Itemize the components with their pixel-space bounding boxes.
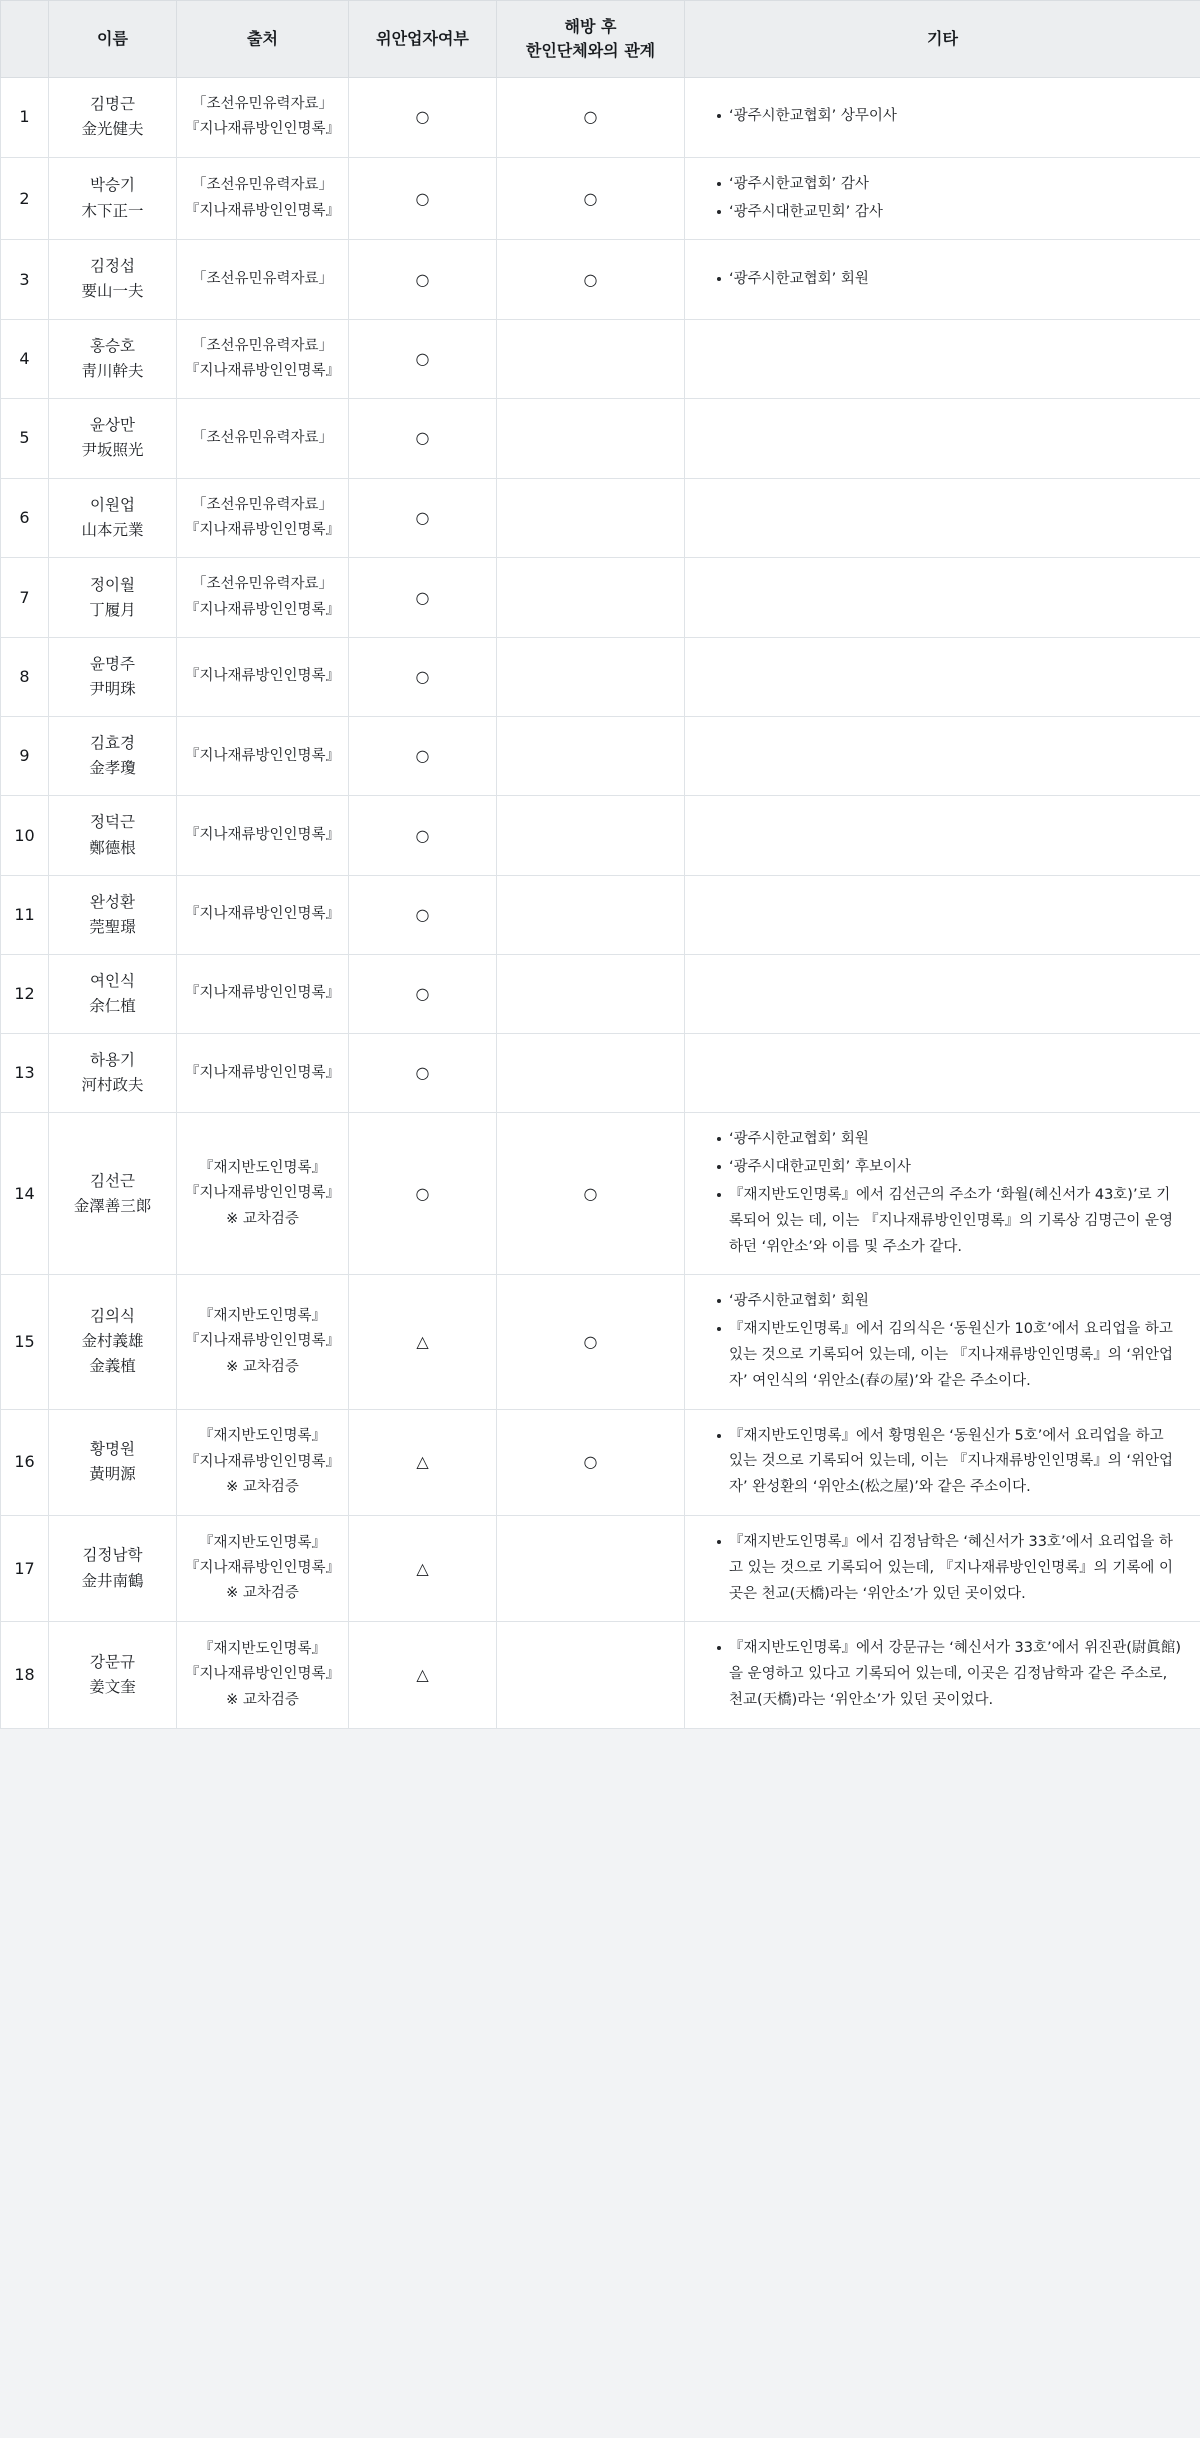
comfort-operator-mark: ○	[349, 319, 497, 399]
notes-list	[701, 1530, 1182, 1607]
source-cell	[177, 1409, 349, 1515]
comfort-operator-mark: ○	[349, 558, 497, 638]
table-row	[1, 875, 1200, 954]
source-line: 「조선유민유력자료」	[191, 429, 334, 446]
person-name	[49, 796, 177, 875]
person-name-hanja: 黃明源	[89, 1465, 136, 1484]
note-item: ‘광주시한교협회’ 회원	[717, 1289, 1182, 1315]
relation-mark	[497, 796, 685, 875]
person-name-hanja: 金義植	[89, 1357, 136, 1376]
person-name-korean: 박승기	[90, 176, 135, 195]
source-cell	[177, 1113, 349, 1275]
source-cell	[177, 638, 349, 717]
person-name-hanja: 尹明珠	[89, 680, 136, 699]
source-line: 『지나재류방인인명록』	[185, 1185, 341, 1202]
person-name	[49, 954, 177, 1033]
source-line: 「조선유민유력자료」	[191, 177, 334, 194]
source-line: 『지나재류방인인명록』	[185, 1064, 341, 1081]
source-line: 『지나재류방인인명록』	[185, 1453, 341, 1470]
row-number: 10	[1, 796, 49, 875]
source-cell	[177, 1622, 349, 1728]
person-name-hanja: 金孝瓊	[89, 759, 136, 778]
source-line: 『지나재류방인인명록』	[185, 1333, 341, 1350]
relation-mark: ○	[497, 240, 685, 319]
person-name-korean: 완성환	[90, 892, 135, 911]
row-number: 3	[1, 240, 49, 319]
person-name-korean: 황명원	[90, 1440, 135, 1459]
row-number: 15	[1, 1275, 49, 1409]
header-number	[1, 1, 49, 78]
source-line: 『재지반도인명록』	[198, 1159, 327, 1176]
comfort-operator-mark: ○	[349, 399, 497, 478]
source-cell	[177, 1034, 349, 1113]
person-name-hanja: 鄭德根	[89, 838, 136, 857]
row-number: 4	[1, 319, 49, 399]
person-name	[49, 638, 177, 717]
source-line: 『재지반도인명록』	[198, 1640, 327, 1657]
note-item: ‘광주시한교협회’ 감사	[717, 172, 1182, 198]
comfort-operator-mark: △	[349, 1409, 497, 1515]
row-number: 1	[1, 78, 49, 158]
notes-list	[701, 267, 1182, 293]
notes-cell	[685, 638, 1200, 717]
note-item: ‘광주시대한교민회’ 감사	[717, 200, 1182, 226]
source-cell	[177, 1515, 349, 1621]
source-cell	[177, 478, 349, 558]
row-number: 9	[1, 717, 49, 796]
person-name-korean: 김의식	[90, 1307, 135, 1326]
relation-mark	[497, 638, 685, 717]
source-cell	[177, 558, 349, 638]
table-row	[1, 717, 1200, 796]
person-name	[49, 399, 177, 478]
row-number: 17	[1, 1515, 49, 1621]
person-name-korean: 홍승호	[90, 336, 135, 355]
comfort-operator-mark: ○	[349, 240, 497, 319]
source-line: 『지나재류방인인명록』	[185, 362, 341, 379]
person-name-hanja: 莞聖璟	[89, 917, 136, 936]
source-cell	[177, 954, 349, 1033]
person-name-hanja: 木下正一	[81, 201, 144, 220]
header-relation	[497, 1, 685, 78]
note-item: 『재지반도인명록』에서 황명원은 ‘동원신가 5호’에서 요리업을 하고 있는 것으로 기록되어 있는데, 이는 『지나재류방인인명록』의 ‘위안업자’ 완성환의 ‘위안소(松之屋)’와 같은 주소이다.	[717, 1424, 1182, 1501]
person-name-korean: 강문규	[90, 1652, 135, 1671]
source-cell	[177, 875, 349, 954]
source-line: 『재지반도인명록』	[198, 1428, 327, 1445]
source-cell	[177, 78, 349, 158]
row-number: 6	[1, 478, 49, 558]
table-row	[1, 157, 1200, 240]
relation-mark: ○	[497, 78, 685, 158]
table-row	[1, 1275, 1200, 1409]
relation-mark	[497, 875, 685, 954]
notes-cell	[685, 558, 1200, 638]
person-name	[49, 1034, 177, 1113]
relation-mark	[497, 717, 685, 796]
person-name-korean: 이원업	[90, 495, 135, 514]
person-name-korean: 여인식	[90, 971, 135, 990]
source-line: 『지나재류방인인명록』	[185, 747, 341, 764]
comfort-operator-mark: ○	[349, 1034, 497, 1113]
source-line: ※ 교차검증	[226, 1478, 299, 1495]
person-name	[49, 1515, 177, 1621]
notes-cell	[685, 1034, 1200, 1113]
notes-cell	[685, 1409, 1200, 1515]
relation-mark	[497, 1515, 685, 1621]
notes-list	[701, 172, 1182, 226]
relation-mark: ○	[497, 1113, 685, 1275]
person-name	[49, 319, 177, 399]
notes-cell	[685, 240, 1200, 319]
person-name	[49, 78, 177, 158]
header-name: 이름	[49, 1, 177, 78]
person-name	[49, 875, 177, 954]
row-number: 5	[1, 399, 49, 478]
header-comfort-operator: 위안업자여부	[349, 1, 497, 78]
person-name	[49, 1275, 177, 1409]
comfort-operator-mark: ○	[349, 157, 497, 240]
row-number: 7	[1, 558, 49, 638]
source-line: 『지나재류방인인명록』	[185, 985, 341, 1002]
notes-cell	[685, 796, 1200, 875]
notes-cell	[685, 478, 1200, 558]
note-item: ‘광주시한교협회’ 회원	[717, 1127, 1182, 1153]
relation-mark: ○	[497, 157, 685, 240]
row-number: 11	[1, 875, 49, 954]
relation-mark	[497, 954, 685, 1033]
notes-list	[701, 1289, 1182, 1394]
table-row	[1, 1622, 1200, 1728]
table-row	[1, 399, 1200, 478]
relation-mark	[497, 558, 685, 638]
person-name-hanja: 余仁植	[89, 997, 136, 1016]
header-relation-line1: 해방 후	[564, 17, 617, 36]
table-row	[1, 478, 1200, 558]
source-line: 「조선유민유력자료」	[191, 337, 334, 354]
source-line: 『지나재류방인인명록』	[185, 1666, 341, 1683]
header-notes: 기타	[685, 1, 1200, 78]
person-name-korean: 정덕근	[90, 813, 135, 832]
table-row	[1, 954, 1200, 1033]
source-line: 「조선유민유력자료」	[191, 576, 334, 593]
person-name-hanja: 金光健夫	[81, 120, 144, 139]
notes-list	[701, 1127, 1182, 1260]
person-name	[49, 1113, 177, 1275]
comfort-operator-mark: ○	[349, 875, 497, 954]
person-name-korean: 김효경	[90, 734, 135, 753]
table-row	[1, 1113, 1200, 1275]
person-name-hanja: 尹坂照光	[81, 441, 144, 460]
note-item: ‘광주시대한교민회’ 후보이사	[717, 1155, 1182, 1181]
relation-mark: ○	[497, 1275, 685, 1409]
person-name-korean: 하용기	[90, 1051, 135, 1070]
comfort-operator-mark: △	[349, 1515, 497, 1621]
header-relation-line2: 한인단체와의 관계	[525, 41, 656, 60]
person-name-korean: 김명근	[90, 95, 135, 114]
source-line: 『지나재류방인인명록』	[185, 1559, 341, 1576]
person-name-hanja: 河村政夫	[81, 1076, 144, 1095]
notes-cell	[685, 717, 1200, 796]
source-line: 「조선유민유력자료」	[191, 96, 334, 112]
notes-cell	[685, 1515, 1200, 1621]
person-name	[49, 240, 177, 319]
row-number: 18	[1, 1622, 49, 1728]
table-row	[1, 1409, 1200, 1515]
person-name	[49, 558, 177, 638]
person-name	[49, 157, 177, 240]
person-name-korean: 김정섭	[90, 257, 135, 276]
note-item: 『재지반도인명록』에서 김선근의 주소가 ‘화월(혜신서가 43호)’로 기록되어 있는 데, 이는 『지나재류방인인명록』의 기록상 김명근이 운영하던 ‘위안소’와 이름 및 주소가 같다.	[717, 1183, 1182, 1260]
comfort-operator-mark: ○	[349, 638, 497, 717]
row-number: 14	[1, 1113, 49, 1275]
table-row	[1, 1515, 1200, 1621]
table-row	[1, 319, 1200, 399]
source-line: 『지나재류방인인명록』	[185, 826, 341, 843]
person-name	[49, 478, 177, 558]
source-line: ※ 교차검증	[226, 1691, 299, 1708]
row-number: 13	[1, 1034, 49, 1113]
note-item: 『재지반도인명록』에서 김정남학은 ‘혜신서가 33호’에서 요리업을 하고 있는 것으로 기록되어 있는데, 『지나재류방인인명록』의 기록에 이곳은 천교(天橋)라는 ‘위안소’가 있던 곳이었다.	[717, 1530, 1182, 1607]
source-line: ※ 교차검증	[226, 1358, 299, 1375]
relation-mark	[497, 319, 685, 399]
table-header	[1, 1, 1200, 78]
notes-list	[701, 1636, 1182, 1713]
comfort-operator-mark: △	[349, 1275, 497, 1409]
source-line: ※ 교차검증	[226, 1210, 299, 1227]
source-line: 『재지반도인명록』	[198, 1307, 327, 1324]
notes-cell	[685, 1622, 1200, 1728]
person-name-hanja: 山本元業	[81, 520, 144, 539]
relation-mark	[497, 1034, 685, 1113]
notes-cell	[685, 1275, 1200, 1409]
notes-cell	[685, 319, 1200, 399]
table-row	[1, 78, 1200, 158]
row-number: 12	[1, 954, 49, 1033]
table-row	[1, 796, 1200, 875]
comfort-operator-mark: △	[349, 1622, 497, 1728]
table-body	[1, 78, 1200, 1729]
source-line: 「조선유민유력자료」	[191, 496, 334, 513]
note-item: 『재지반도인명록』에서 강문규는 ‘혜신서가 33호’에서 위진관(尉眞館)을 운영하고 있다고 기록되어 있는데, 이곳은 김정남학과 같은 주소로, 천교(天橋)라는 ‘위안소’가 있던 곳이었다.	[717, 1636, 1182, 1713]
table-row	[1, 638, 1200, 717]
notes-cell	[685, 157, 1200, 240]
relation-mark: ○	[497, 1409, 685, 1515]
person-name-korean: 윤상만	[90, 416, 135, 435]
table-row	[1, 1034, 1200, 1113]
source-line: 『지나재류방인인명록』	[185, 906, 341, 923]
note-item: ‘광주시한교협회’ 상무이사	[717, 104, 1182, 130]
person-name-hanja: 金井南鶴	[81, 1571, 144, 1590]
notes-cell	[685, 875, 1200, 954]
source-line: 『지나재류방인인명록』	[185, 601, 341, 618]
comfort-operator-mark: ○	[349, 954, 497, 1033]
note-item: ‘광주시한교협회’ 회원	[717, 267, 1182, 293]
header-row	[1, 1, 1200, 78]
row-number: 16	[1, 1409, 49, 1515]
person-name-korean: 정이월	[90, 575, 135, 594]
relation-mark	[497, 478, 685, 558]
source-line: 『재지반도인명록』	[198, 1534, 327, 1551]
person-name-korean: 김정남학	[82, 1546, 143, 1565]
notes-cell	[685, 399, 1200, 478]
row-number: 2	[1, 157, 49, 240]
person-name-hanja: 靑川幹夫	[81, 361, 144, 380]
comfort-operator-mark: ○	[349, 1113, 497, 1275]
notes-list	[701, 1424, 1182, 1501]
person-name-hanja: 丁履月	[89, 600, 136, 619]
comfort-operator-mark: ○	[349, 78, 497, 158]
notes-cell	[685, 954, 1200, 1033]
person-name-hanja: 姜文奎	[89, 1677, 136, 1696]
person-name-hanja: 金澤善三郞	[73, 1196, 152, 1215]
source-cell	[177, 717, 349, 796]
person-name-korean: 김선근	[90, 1171, 135, 1190]
source-line: 「조선유민유력자료」	[191, 270, 334, 287]
person-name-hanja: 金村義雄	[81, 1332, 144, 1351]
table-row	[1, 558, 1200, 638]
source-cell	[177, 157, 349, 240]
person-name	[49, 1622, 177, 1728]
notes-list	[701, 104, 1182, 130]
source-line: 『지나재류방인인명록』	[185, 121, 341, 138]
comfort-operator-mark: ○	[349, 478, 497, 558]
person-name	[49, 1409, 177, 1515]
header-source: 출처	[177, 1, 349, 78]
notes-cell	[685, 1113, 1200, 1275]
row-number: 8	[1, 638, 49, 717]
comfort-operator-mark: ○	[349, 717, 497, 796]
comfort-operator-mark: ○	[349, 796, 497, 875]
source-cell	[177, 319, 349, 399]
source-line: ※ 교차검증	[226, 1585, 299, 1602]
person-name-korean: 윤명주	[90, 655, 135, 674]
notes-cell	[685, 78, 1200, 158]
relation-mark	[497, 1622, 685, 1728]
relation-mark	[497, 399, 685, 478]
source-line: 『지나재류방인인명록』	[185, 521, 341, 538]
source-cell	[177, 399, 349, 478]
person-name	[49, 717, 177, 796]
note-item: 『재지반도인명록』에서 김의식은 ‘동원신가 10호’에서 요리업을 하고 있는 것으로 기록되어 있는데, 이는 『지나재류방인인명록』의 ‘위안업자’ 여인식의 ‘위안소(春の屋)’와 같은 주소이다.	[717, 1317, 1182, 1394]
person-name-hanja: 要山一夫	[81, 282, 144, 301]
source-line: 『지나재류방인인명록』	[185, 202, 341, 219]
source-cell	[177, 1275, 349, 1409]
source-line: 『지나재류방인인명록』	[185, 668, 341, 685]
table-row	[1, 240, 1200, 319]
source-cell	[177, 796, 349, 875]
source-cell	[177, 240, 349, 319]
